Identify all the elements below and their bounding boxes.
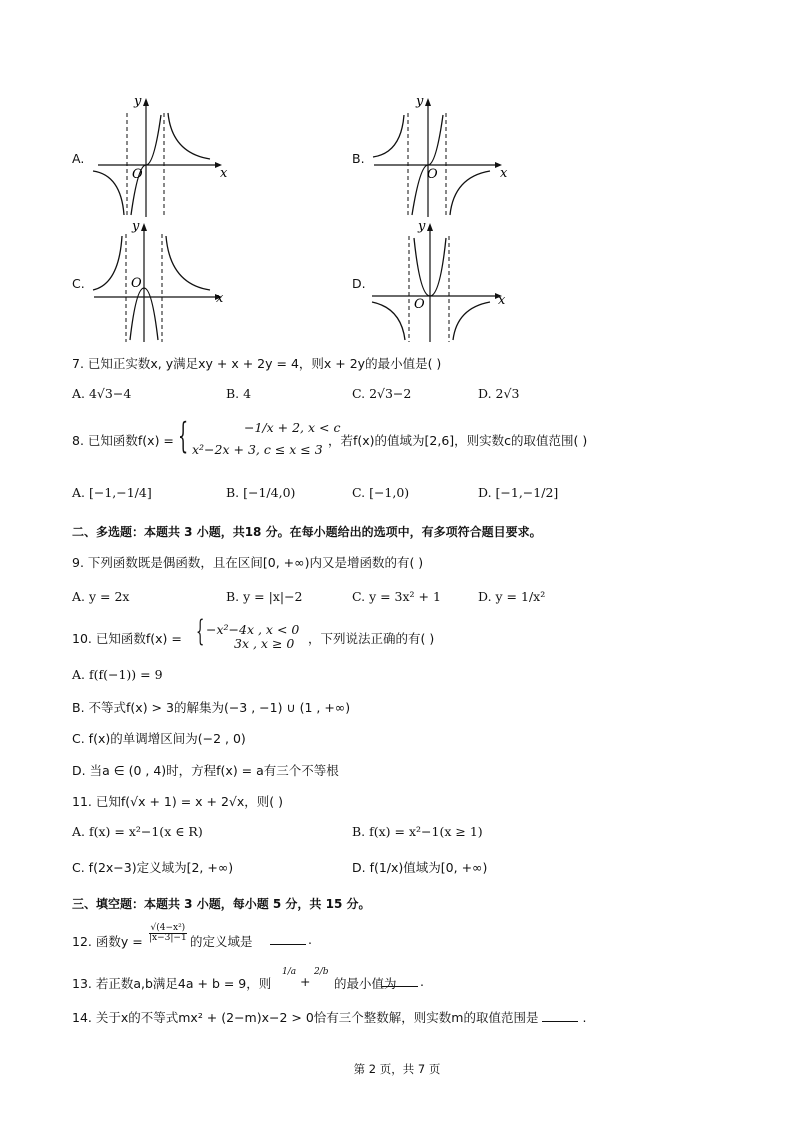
answer-blank[interactable] — [382, 976, 418, 987]
q10-option-b: B. 不等式f(x) > 3的解集为(−3 , −1) ∪ (1 , +∞) — [72, 700, 351, 715]
q9-stem: 9. 下列函数既是偶函数，且在区间[0, +∞)内又是增函数的有( ) — [72, 555, 424, 570]
q13-fraction-1 — [281, 968, 297, 977]
q12-denominator: |x−3|−1 — [149, 933, 187, 943]
q8-prefix: 8. 已知函数f(x) = — [72, 433, 174, 448]
q8-piece-2: x²−2x + 3, c ≤ x ≤ 3 — [192, 442, 323, 457]
origin-label: O — [132, 167, 143, 182]
graph-c-figure — [88, 220, 228, 345]
section-heading-2: 二、多选题：本题共 3 小题，共18 分。在每小题给出的选项中，有多项符合题目要求。 — [72, 525, 542, 539]
origin-label: O — [414, 297, 425, 312]
q7-stem: 7. 已知正实数x, y满足xy + x + 2y = 4，则x + 2y的最小值是( ) — [72, 356, 442, 371]
x-axis-label: x — [498, 293, 506, 308]
x-axis-label: x — [220, 166, 228, 181]
q8-piece-1: −1/x + 2, x < c — [244, 420, 341, 435]
x-axis-label: x — [500, 166, 508, 181]
q7-option-d: D. 2√3 — [478, 386, 520, 401]
piecewise-brace: { — [196, 617, 205, 650]
q10-option-d: D. 当a ∈ (0 , 4)时，方程f(x) = a有三个不等根 — [72, 763, 339, 778]
q14-stem — [72, 1008, 586, 1026]
q12-fraction — [149, 924, 187, 943]
q10-option-a: A. f(f(−1)) = 9 — [72, 667, 163, 682]
q11-option-b: B. f(x) = x²−1(x ≥ 1) — [352, 824, 483, 839]
page-footer: 第 2 页，共 7 页 — [353, 1062, 441, 1076]
option-label: A. — [72, 151, 85, 166]
graph-d-figure — [368, 220, 508, 345]
section-heading-3: 三、填空题：本题共 3 小题，每小题 5 分，共 15 分。 — [72, 897, 371, 911]
y-axis-label: y — [134, 95, 142, 109]
q13-fraction-1-value: 1/a — [282, 967, 297, 977]
option-label: C. — [72, 276, 85, 291]
q13-prefix: 13. 若正数a,b满足4a + b = 9，则 — [72, 976, 272, 991]
q13-fraction-2-value: 2/b — [314, 967, 329, 977]
period: . — [420, 974, 424, 989]
q7-option-a: A. 4√3−4 — [72, 386, 132, 401]
q8-option-a: A. [−1,−1/4] — [72, 485, 152, 500]
origin-label: O — [427, 167, 438, 182]
q7-option-c: C. 2√3−2 — [352, 386, 412, 401]
q9-option-d: D. y = 1/x² — [478, 589, 546, 604]
q14-text: 14. 关于x的不等式mx² + (2−m)x−2 > 0恰有三个整数解，则实数m的取值范围是 — [72, 1010, 539, 1025]
x-axis-label: x — [216, 291, 224, 306]
period: . — [308, 932, 312, 947]
q11-stem: 11. 已知f(√x + 1) = x + 2√x，则( ) — [72, 794, 284, 809]
q9-option-b: B. y = |x|−2 — [226, 589, 303, 604]
q8-option-d: D. [−1,−1/2] — [478, 485, 559, 500]
option-label: D. — [352, 276, 366, 291]
q8-suffix: ，若f(x)的值域为[2,6]，则实数c的取值范围( ) — [328, 433, 588, 448]
q12-numerator: √(4−x²) — [150, 923, 186, 933]
q8-option-b: B. [−1/4,0) — [226, 485, 296, 500]
q12-suffix: 的定义域是 — [190, 934, 253, 949]
q8-option-c: C. [−1,0) — [352, 485, 410, 500]
q11-option-d: D. f(1/x)值域为[0, +∞) — [352, 860, 488, 875]
q9-option-c: C. y = 3x² + 1 — [352, 589, 441, 604]
q10-prefix: 10. 已知函数f(x) = — [72, 631, 182, 646]
q13-fraction-2 — [313, 968, 330, 977]
piecewise-brace: { — [178, 414, 189, 457]
q12-prefix: 12. 函数y = — [72, 934, 143, 949]
option-label: B. — [352, 151, 365, 166]
y-axis-label: y — [416, 95, 424, 109]
q7-option-b: B. 4 — [226, 386, 252, 401]
answer-blank[interactable] — [270, 934, 306, 945]
q11-option-a: A. f(x) = x²−1(x ∈ R) — [72, 824, 203, 839]
origin-label: O — [131, 276, 142, 291]
q9-option-a: A. y = 2x — [72, 589, 130, 604]
period: . — [582, 1010, 587, 1025]
answer-blank[interactable] — [542, 1011, 578, 1022]
graph-b-figure — [368, 95, 508, 220]
q10-piece-1: −x²−4x , x < 0 — [206, 622, 300, 637]
q11-option-c: C. f(2x−3)定义域为[2, +∞) — [72, 860, 234, 875]
q10-suffix: ，下列说法正确的有( ) — [308, 631, 435, 646]
graph-a-figure — [88, 95, 228, 220]
plus-sign: + — [300, 974, 311, 989]
y-axis-label: y — [418, 220, 426, 234]
q10-piece-2: 3x , x ≥ 0 — [234, 636, 295, 651]
q13-suffix: 的最小值为 — [334, 976, 397, 991]
y-axis-label: y — [132, 220, 140, 234]
q10-option-c: C. f(x)的单调增区间为(−2 , 0) — [72, 731, 246, 746]
